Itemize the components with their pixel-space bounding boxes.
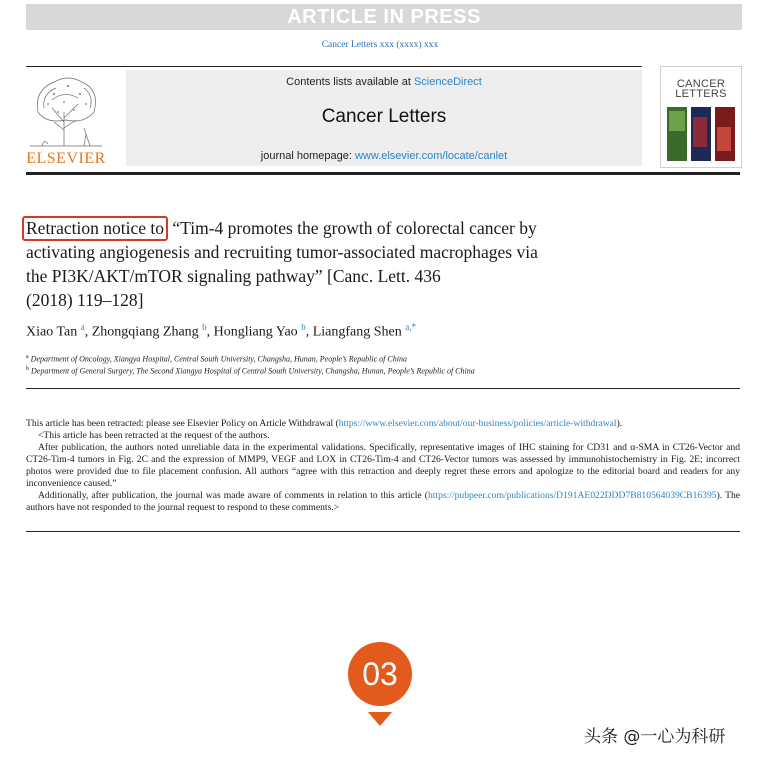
cover-title-line-2: LETTERS xyxy=(675,88,727,100)
retraction-notice-highlight: Retraction notice to xyxy=(22,216,168,241)
source-watermark: 头条 @一心为科研 xyxy=(584,727,726,747)
author-affiliation-marker[interactable]: b xyxy=(301,322,306,332)
section-number-badge: 03 xyxy=(348,642,412,706)
section-divider xyxy=(26,388,740,389)
title-line-3: the PI3K/AKT/mTOR signaling pathway” [Canc. Lett. 436 xyxy=(26,266,441,286)
retraction-notice-body xyxy=(26,418,740,514)
affiliation-text: Department of Oncology, Xiangya Hospital, Central South University, Changsha, Hunan, People’s Republic of China xyxy=(30,354,407,364)
sciencedirect-link[interactable]: ScienceDirect xyxy=(413,76,482,88)
pubpeer-link[interactable]: https://pubpeer.com/publications/D191AE022DDD7B810564039CB16395 xyxy=(427,490,717,501)
elsevier-logo xyxy=(24,72,108,168)
journal-reference[interactable]: Cancer Letters xxx (xxxx) xxx xyxy=(321,40,439,50)
notice-text: This article has been retracted: please see Elsevier Policy on Article Withdrawal ( xyxy=(26,418,339,429)
notice-paragraph-2: <This article has been retracted at the request of the authors. xyxy=(38,430,270,441)
homepage-link[interactable]: www.elsevier.com/locate/canlet xyxy=(354,150,508,162)
notice-paragraph-3: After publication, the authors noted unreliable data in the experimental validations. Specifically, representative images of IHC staining for CD31 and α-SMA in CT26-Vector and CT26-Tim-4 tumors in Fig. 2C and the expression of MMP9, VEGF and LOX in CT26-Tim-4 and CT26-Vector tumors was assessed by immunohistochemistry in Fig. 2E; incorrect photos were provided due to file placement confusion. All authors “agree with this retraction and deeply regret these errors and apologize to the editorial board and readers for any inconvenience caused.” xyxy=(26,442,740,489)
journal-header xyxy=(126,70,642,166)
notice-text: Additionally, after publication, the journal was made aware of comments in relation to this article ( xyxy=(38,490,428,501)
author-affiliation-marker[interactable]: b xyxy=(202,322,207,332)
author-name[interactable]: Zhongqiang Zhang xyxy=(91,324,199,340)
notice-text: ). xyxy=(616,418,623,429)
cover-images xyxy=(667,107,735,161)
notice-text: ). The authors have not responded to the journal request to respond to these comments.> xyxy=(26,490,741,513)
affiliation-b xyxy=(26,366,726,376)
journal-title: Cancer Letters xyxy=(321,106,447,127)
publisher-name: ELSEVIER xyxy=(26,150,106,167)
notice-end-rule xyxy=(26,531,740,532)
author-list: Xiao Tan $^a$, Zhongqiang Zhang $^b$, Hongliang Yao $^b$, Liangfang Shen $^{a,*}$ xyxy=(26,322,416,340)
affiliation-a xyxy=(26,354,726,364)
contents-available-line xyxy=(126,76,642,88)
author-name[interactable]: Liangfang Shen xyxy=(312,324,402,340)
journal-homepage-line xyxy=(126,150,642,162)
article-title xyxy=(26,216,666,312)
author-affiliation-marker[interactable]: a,* xyxy=(405,322,416,332)
notice-paragraph-1 xyxy=(26,418,740,430)
affiliation-marker: b xyxy=(26,366,29,372)
cover-title-line-1: CANCER xyxy=(676,78,726,90)
title-line-2: activating angiogenesis and recruiting tumor-associated macrophages via xyxy=(26,242,538,262)
affiliation-marker: a xyxy=(26,354,29,360)
homepage-prefix: journal homepage: xyxy=(260,150,355,162)
author-name[interactable]: Xiao Tan xyxy=(26,324,78,340)
elsevier-tree-icon xyxy=(24,72,108,148)
header-bottom-rule xyxy=(26,172,740,175)
withdrawal-policy-link[interactable]: https://www.elsevier.com/about/our-business/policies/article-withdrawal xyxy=(338,418,617,429)
header-top-rule xyxy=(26,66,642,67)
contents-prefix: Contents lists available at xyxy=(286,76,414,88)
title-line-4: (2018) 119–128] xyxy=(26,290,144,310)
cover-title xyxy=(661,79,741,99)
journal-cover[interactable] xyxy=(660,66,742,168)
notice-paragraph-4 xyxy=(26,490,740,514)
affiliation-text: Department of General Surgery, The Second Xiangya Hospital of Central South University, Changsha, Hunan, People’s Republic of China xyxy=(31,366,475,376)
article-in-press-banner: ARTICLE IN PRESS xyxy=(26,4,742,30)
title-line-1: “Tim-4 promotes the growth of colorectal cancer by xyxy=(168,218,537,238)
down-arrow-icon xyxy=(368,712,392,726)
author-name[interactable]: Hongliang Yao xyxy=(213,324,298,340)
author-affiliation-marker[interactable]: a xyxy=(80,322,85,332)
